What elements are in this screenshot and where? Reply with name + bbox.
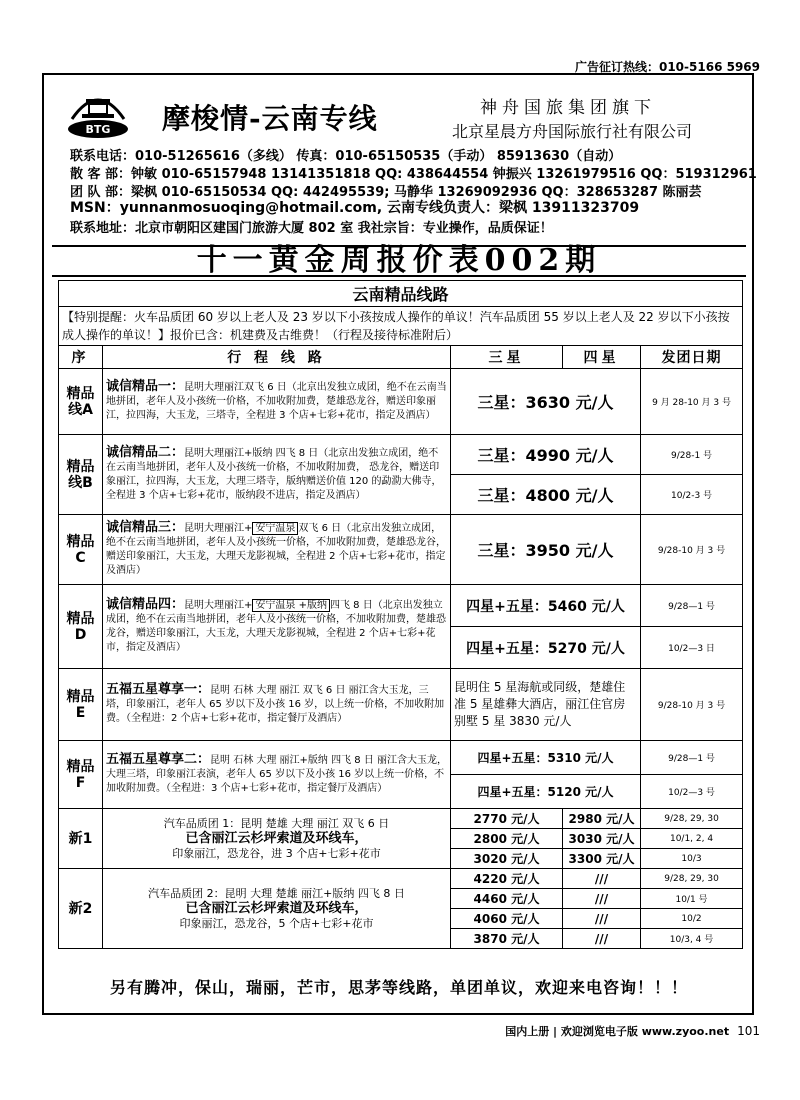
bus-price-three: 2770 元/人 (451, 809, 563, 829)
page-number: 101 (737, 1024, 760, 1038)
route-seq: 精品线A (59, 369, 103, 435)
table-row (59, 669, 743, 741)
route-name: 诚信精品三： (106, 520, 185, 535)
route-desc: 诚信精品三：昆明大理丽江+ 安宁温泉 双飞 6 日（北京出发独立成团，绝不在云南当地拼团，老年人及小孩统一价格，不加收附加费，楚雄恐龙谷，赠送印象丽江，大玉龙，大理天龙影视城，全程进 2 个店+七彩+花市，指定及酒店） (103, 515, 451, 585)
header (44, 75, 757, 315)
bus-date: 10/1, 2, 4 (641, 829, 743, 849)
bus-date: 10/3, 4 号 (641, 929, 743, 949)
col-three: 三星 (451, 346, 563, 369)
route-date: 9/28-10 月 3 号 (641, 669, 743, 741)
route-seq: 精品F (59, 741, 103, 809)
group-dept: 团 队 部：梁枫 010-65150534 QQ: 442495539; 马静华 13269092936 QQ：328653287 陈丽芸 (70, 185, 702, 200)
bus-date: 10/2 (641, 909, 743, 929)
bus-price-three: 4460 元/人 (451, 889, 563, 909)
route-seq: 精品D (59, 585, 103, 669)
bus-date: 10/3 (641, 849, 743, 869)
route-name: 诚信精品二： (106, 445, 185, 460)
bus-price-three: 3020 元/人 (451, 849, 563, 869)
page-footer (505, 1023, 760, 1039)
route-date: 10/2-3 号 (641, 475, 743, 515)
col-seq: 序 (59, 346, 103, 369)
col-date: 发团日期 (641, 346, 743, 369)
table-row (59, 869, 743, 889)
route-price: 三星：4990 元/人 (451, 435, 641, 475)
route-price: 四星+五星：5120 元/人 (451, 775, 641, 809)
bus-desc: 汽车品质团 2：昆明 大理 楚雄 丽江+版纳 四飞 8 日 已含丽江云杉坪索道及环线车， 印象丽江，恐龙谷，5 个店+七彩+花市 (103, 869, 451, 949)
bus-price-four: 3300 元/人 (563, 849, 641, 869)
route-date: 10/2—3 日 (641, 627, 743, 669)
table-row (59, 585, 743, 627)
address-line: 联系地址：北京市朝阳区建国门旅游大厦 802 室 我社宗旨：专业操作，品质保证！ (70, 221, 553, 236)
route-price: 四星+五星：5270 元/人 (451, 627, 641, 669)
route-price: 四星+五星：5310 元/人 (451, 741, 641, 775)
route-desc: 五福五星尊享二：昆明 石林 大理 丽江+版纳 四飞 8 日 丽江含大玉龙，大理三塔，印象丽江表演，老年人 65 岁以下及小孩 16 岁以上统一价格，不加收附加费。（全程进：3 个店+七彩+花市，指定餐厅及酒店） (103, 741, 451, 809)
msn-line: MSN：yunnanmosuoqing@hotmail.com, 云南专线负责人：梁枫 13911323709 (70, 200, 640, 216)
table-row (59, 809, 743, 829)
route-price: 三星：3630 元/人 (451, 369, 641, 435)
route-desc: 诚信精品二：昆明大理丽江+版纳 四飞 8 日（北京出发独立成团，绝不在云南当地拼团，老年人及小孩统一价格，不加收附加费， 恐龙谷，赠送印象丽江，拉四海，大玉龙，大理三塔寺，版纳赠送价值 120 的勐泐大佛寺，全程进 3 个店+七彩+花市，版纳段不进店，指定及酒店） (103, 435, 451, 515)
bus-price-four: /// (563, 869, 641, 889)
route-date: 9/28—1 号 (641, 741, 743, 775)
bus-seq: 新1 (59, 809, 103, 869)
route-price: 昆明住 5 星海航或同级，楚雄住准 5 星雄彝大酒店，丽江住官房别墅 5 星 3830 元/人 (451, 669, 641, 741)
route-desc: 五福五星尊享一：昆明 石林 大理 丽江 双飞 6 日 丽江含大玉龙，三塔，印象丽江，老年人 65 岁以下及小孩 16 岁，以上统一价格，不加收附加费。（全程进：2 个店+七彩+花市，指定餐厅及酒店） (103, 669, 451, 741)
table-row (59, 369, 743, 435)
ad-hotline: 广告征订热线：010-5166 5969 (574, 60, 760, 74)
bus-price-four: /// (563, 929, 641, 949)
route-price: 三星：4800 元/人 (451, 475, 641, 515)
bus-date: 9/28, 29, 30 (641, 869, 743, 889)
bus-price-three: 4060 元/人 (451, 909, 563, 929)
bus-price-four: /// (563, 889, 641, 909)
route-price: 三星：3950 元/人 (451, 515, 641, 585)
bus-date: 10/1 号 (641, 889, 743, 909)
boxed-highlight: 安宁温泉 +版纳 (252, 599, 330, 612)
bus-price-four: /// (563, 909, 641, 929)
boxed-highlight: 安宁温泉 (252, 522, 298, 535)
bus-price-three: 4220 元/人 (451, 869, 563, 889)
route-date: 9 月 28-10 月 3 号 (641, 369, 743, 435)
route-date: 9/28-10 月 3 号 (641, 515, 743, 585)
price-table (58, 280, 743, 949)
bus-price-four: 3030 元/人 (563, 829, 641, 849)
btg-logo (64, 85, 132, 143)
col-route: 行 程 线 路 (103, 346, 451, 369)
logo-text: BTG (85, 123, 111, 136)
col-four: 四星 (563, 346, 641, 369)
parent-company: 神舟国旅集团旗下 (480, 98, 656, 118)
bus-seq: 新2 (59, 869, 103, 949)
notice: 【特别提醒：火车品质团 60 岁以上老人及 23 岁以下小孩按成人操作的单议！汽车品质团 55 岁以上老人及 22 岁以下小孩按成人操作的单议！】报价已含：机建费及古维费！（行程及接待标准附后） (59, 307, 743, 346)
bus-date: 9/28, 29, 30 (641, 809, 743, 829)
route-name: 诚信精品一： (106, 379, 185, 394)
route-seq: 精品C (59, 515, 103, 585)
route-name: 诚信精品四： (106, 597, 185, 612)
bus-price-three: 3870 元/人 (451, 929, 563, 949)
section-title: 云南精品线路 (59, 281, 743, 307)
route-desc: 诚信精品一：昆明大理丽江双飞 6 日（北京出发独立成团，绝不在云南当地拼团，老年人及小孩统一价格，不加收附加费，楚雄恐龙谷，赠送印象丽江，拉四海，大玉龙，三塔寺，全程进 3 个店+七彩+花市，指定及酒店） (103, 369, 451, 435)
agency-name: 北京星晨方舟国际旅行社有限公司 (452, 122, 693, 141)
page-title: 十一黄金周报价表002期 (52, 245, 746, 277)
route-name: 五福五星尊享二： (106, 752, 211, 767)
advert-frame (42, 73, 757, 1015)
bus-desc: 汽车品质团 1：昆明 楚雄 大理 丽江 双飞 6 日 已含丽江云杉坪索道及环线车， 印象丽江，恐龙谷，进 3 个店+七彩+花市 (103, 809, 451, 869)
bus-price-three: 2800 元/人 (451, 829, 563, 849)
table-row (59, 435, 743, 475)
contact-phone: 联系电话：010-51265616（多线） 传真：010-65150535（手动） 85913630（自动） (70, 149, 622, 164)
footer-note: 另有腾冲，保山，瑞丽，芒市，思茅等线路，单团单议，欢迎来电咨询！！！ (109, 978, 688, 997)
bus-price-four: 2980 元/人 (563, 809, 641, 829)
brand-name: 摩梭情-云南专线 (162, 102, 378, 135)
footer-site: 国内上册 | 欢迎浏览电子版 www.zyoo.net (505, 1025, 730, 1038)
route-date: 10/2—3 号 (641, 775, 743, 809)
route-price: 四星+五星：5460 元/人 (451, 585, 641, 627)
route-desc: 诚信精品四：昆明大理丽江+ 安宁温泉 +版纳 四飞 8 日（北京出发独立成团，绝不在云南当地拼团，老年人及小孩统一价格，不加收附加费，楚雄恐龙谷，赠送印象丽江，大玉龙，大理天龙影视城，全程进 2 个店+七彩+花市，指定及酒店） (103, 585, 451, 669)
route-name: 五福五星尊享一： (106, 682, 211, 697)
route-seq: 精品E (59, 669, 103, 741)
table-row (59, 515, 743, 585)
route-seq: 精品线B (59, 435, 103, 515)
retail-dept: 散 客 部：钟敏 010-65157948 13141351818 QQ: 438644554 钟振兴 13261979516 QQ：519312961 (70, 167, 757, 182)
table-row (59, 741, 743, 775)
route-date: 9/28—1 号 (641, 585, 743, 627)
route-date: 9/28-1 号 (641, 435, 743, 475)
